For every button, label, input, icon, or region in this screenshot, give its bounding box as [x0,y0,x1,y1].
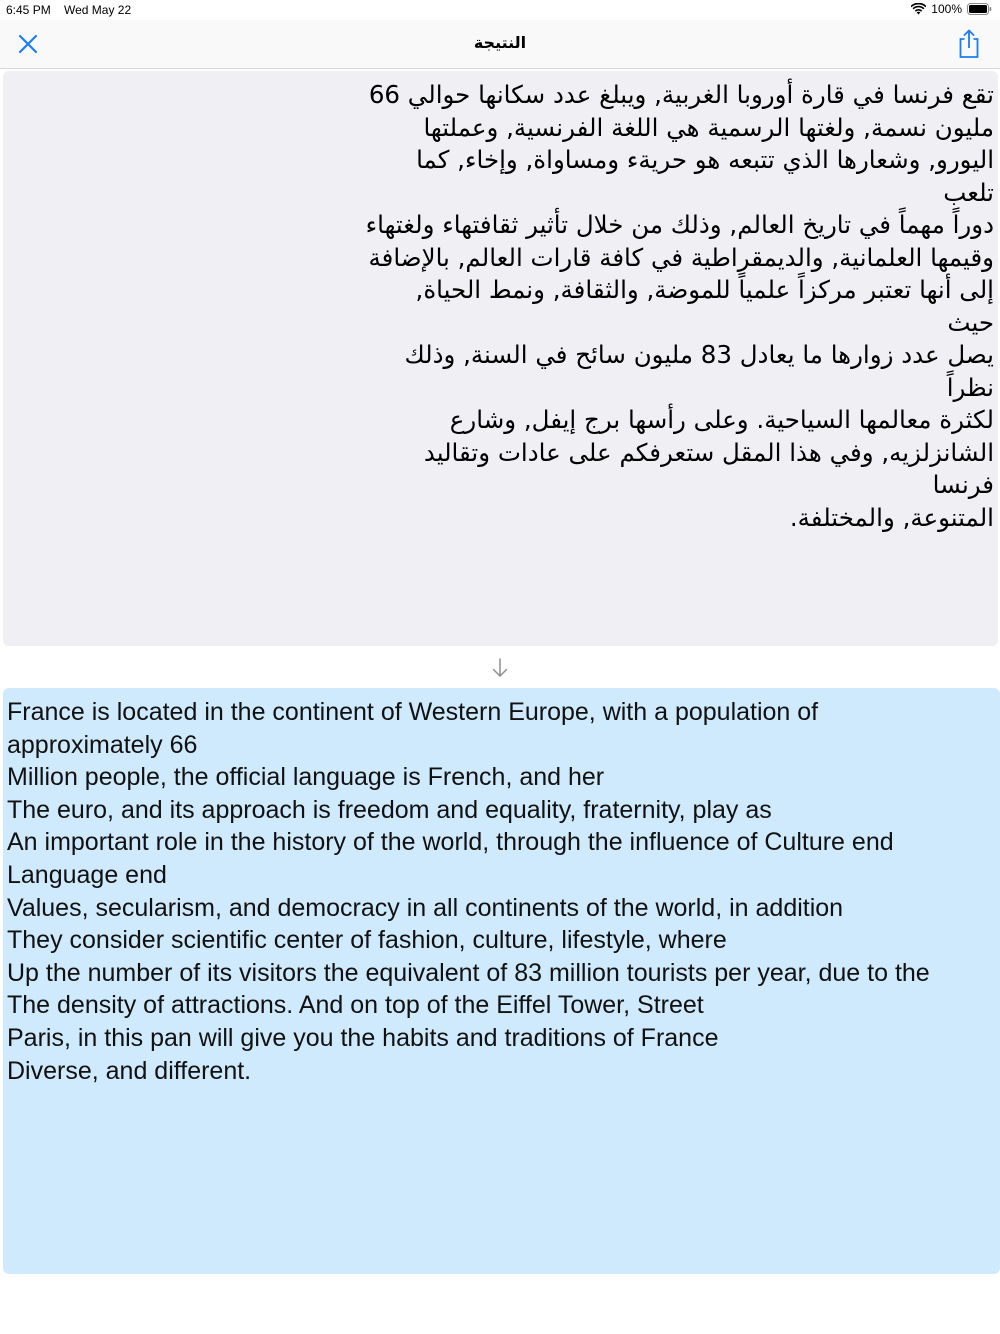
battery-icon [967,3,992,15]
status-bar [0,0,1000,20]
share-icon [956,28,982,60]
navigation-bar [0,20,1000,69]
source-text: تقع فرنسا في قارة أوروبا الغربية, ويبلغ عدد سكانها حوالي 66 مليون نسمة, ولغتها الرسمية هي اللغة الفرنسية, وعملتها اليورو, وشعارها الذي تتبعه هو حريةء ومساواة, وإخاء, كما تلعب دوراً مهماً في تاريخ العالم, وذلك من خلال تأثير ثقافتهاء ولغتهاء وقيمها العلمانية, والديمقراطية في كافة قارات العالم, بالإضافة إلى أنها تعتبر مركزاً علمياً للموضة, والثقافة, ونمط الحياة, حيث يصل عدد زوارها ما يعادل 83 مليون سائح في السنة, وذلك نظراً لكثرة معالمها السياحية. وعلى رأسها برج إيفل, وشارع الشانزلزيه, وفي هذا المقل ستعرفكم على عادات وتقاليد فرنسا المتنوعة, والمختلفة. [365,80,994,532]
page-title: النتيجة [473,33,527,52]
status-time: 6:45 PM [6,3,51,17]
translation-text: France is located in the continent of Western Europe, with a population of approximately 66 Million people, the official language is French, and her The euro, and its approach is freedom and equality, fraternity, play as An important role in the history of the world, through the influence of Culture end Language end Values, secularism, and democracy in all continents of the world, in addition They consider scientific center of fashion, culture, lifestyle, where Up the number of its visitors the equivalent of 83 million tourists per year, due to the The density of attractions. And on top of the Eiffel Tower, Street Paris, in this pan will give you the habits and traditions of France Diverse, and different. [7,698,930,1085]
status-indicators [911,2,992,16]
share-button[interactable] [956,28,982,60]
source-text-area[interactable] [3,71,998,646]
status-date: Wed May 22 [64,3,132,17]
translation-result-area[interactable] [3,688,1000,1274]
battery-percentage: 100% [931,2,962,16]
wifi-icon [911,3,926,15]
arrow-down-icon [490,656,510,680]
